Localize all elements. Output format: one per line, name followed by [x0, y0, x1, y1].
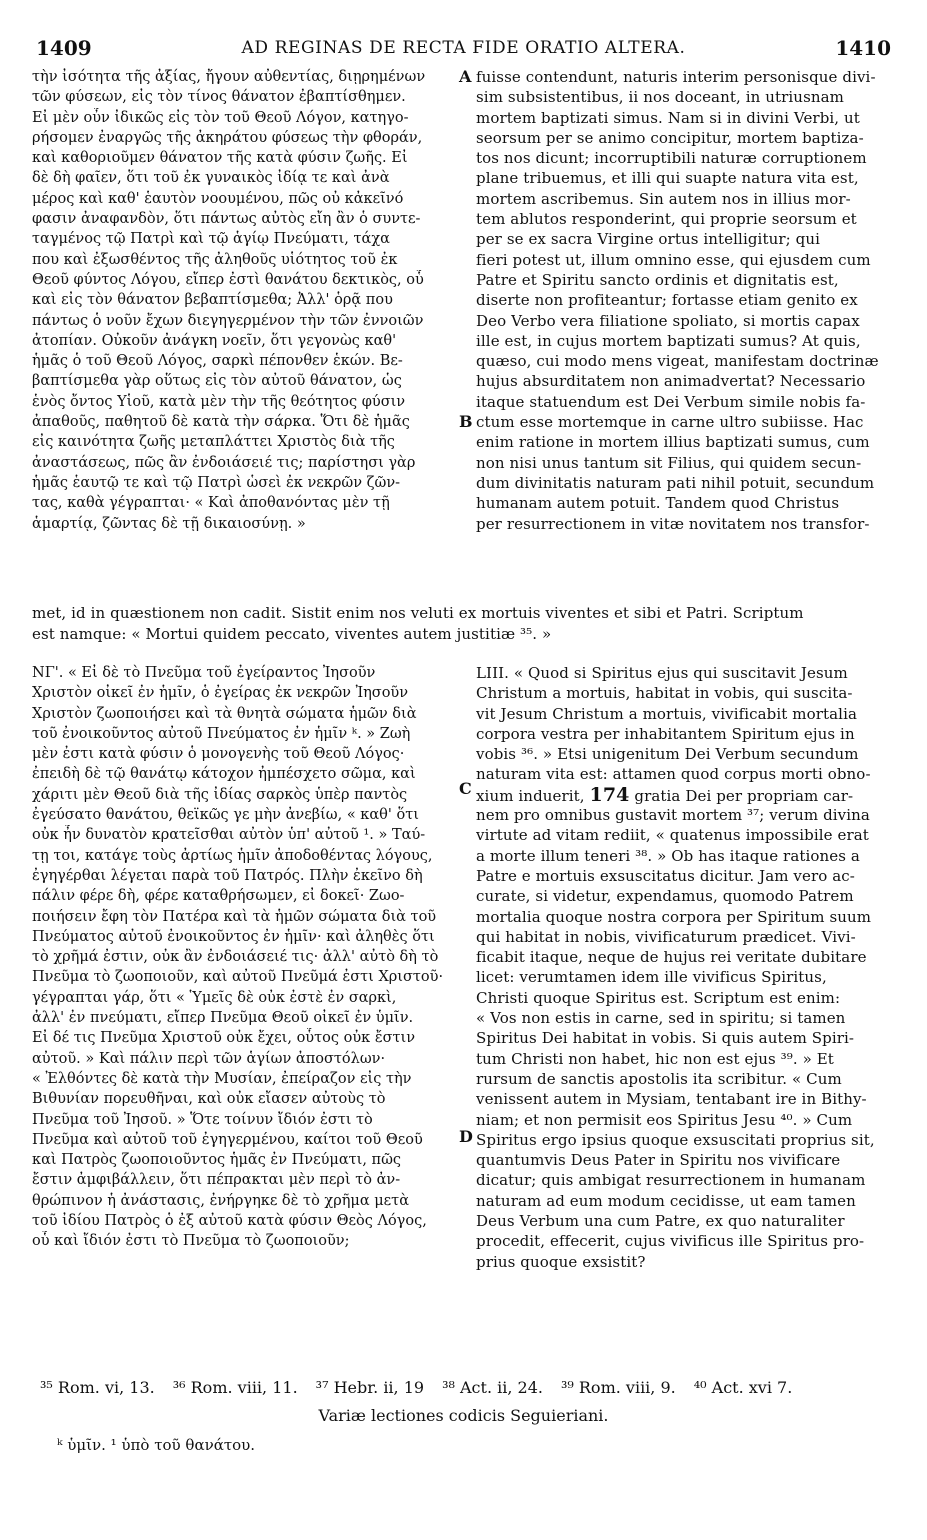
- latin-text-line: dicatur; quis ambigat resurrectionem in humanam: [476, 1171, 866, 1190]
- greek-text-line: ἡμᾶς ἑαυτῷ τε καὶ τῷ Πατρὶ ὡσεὶ ἐκ νεκρῶν ζῶν-: [32, 474, 401, 491]
- latin-text-line: tum Christi non habet, hic non est ejus ³⁹. » Et: [476, 1049, 834, 1068]
- latin-text-line: Patre et Spiritu sancto ordinis et dignitatis est,: [476, 270, 839, 289]
- greek-text-line: γέγραπται γάρ, ὅτι « Ὑμεῖς δὲ οὐκ ἐστὲ ἐν σαρκὶ,: [32, 989, 397, 1006]
- greek-text-line: οὗ καὶ ἴδιόν ἐστι τὸ Πνεῦμα τὸ ζωοποιοῦν;: [32, 1233, 350, 1250]
- latin-text-line: fuisse contendunt, naturis interim personisque divi-: [476, 68, 876, 86]
- margin-letter-c: C: [459, 779, 472, 798]
- greek-text-line: Πνεῦμα τὸ ζωοποιοῦν, καὶ αὐτοῦ Πνεῦμά ἐστι Χριστοῦ·: [32, 969, 444, 986]
- latin-text-line: nem pro omnibus gustavit mortem ³⁷; verum divina: [476, 806, 870, 825]
- latin-text-line: non nisi unus tantum sit Filius, qui quidem secun-: [476, 453, 862, 472]
- latin-text-line: Christum a mortuis, habitat in vobis, qui suscita-: [476, 684, 853, 703]
- latin-text-line: licet: verumtamen idem ille vivificus Spiritus,: [476, 968, 827, 987]
- greek-column-top: [32, 67, 456, 534]
- greek-text-line: εἰς καινότητα ζωῆς μεταπλάττει Χριστὸς διὰ τῆς: [32, 434, 395, 451]
- latin-text-line: tos nos dicunt; incorruptibili naturæ corruptionem: [476, 149, 867, 168]
- latin-text-line: quantumvis Deus Pater in Spiritu nos vivificare: [476, 1151, 841, 1170]
- greek-text-line: δὲ δὴ φαῖεν, ὅτι τοῦ ἐκ γυναικὸς ἰδίᾳ τε καὶ ἀνὰ: [32, 170, 390, 187]
- footnote: ³⁶ Rom. viii, 11.: [172, 1378, 298, 1397]
- footnote: ⁴⁰ Act. xvi 7.: [693, 1378, 793, 1397]
- latin-text-line: venissent autem in Mysiam, tentabant ire in Bithy-: [476, 1090, 867, 1109]
- latin-text-line: Patre e mortuis exsuscitatus dicitur. Jam vero ac-: [476, 866, 855, 885]
- latin-text-line: naturam ad eum modum cecidisse, ut eam tamen: [476, 1191, 856, 1210]
- latin-text-line: per resurrectionem in vitæ novitatem nos transfor-: [476, 514, 870, 533]
- latin-text-line: per se ex sacra Virgine ortus intelligitur; qui: [476, 230, 820, 249]
- greek-text-line: ταγμένος τῷ Πατρὶ καὶ τῷ ἁγίῳ Πνεύματι, τάχα: [32, 231, 390, 248]
- greek-text-line: τας, καθὰ γέγραπται· « Καὶ ἀποθανόντας μὲν τῇ: [32, 495, 390, 512]
- greek-text-line: θρώπινον ἡ ἀνάστασις, ἐνήργηκε δὲ τὸ χρῆμα μετὰ: [32, 1192, 409, 1209]
- latin-text-line: ctum esse mortemque in carne ultro subiisse. Hac: [476, 413, 864, 432]
- greek-text-line: ἑνὸς ὄντος Υἱοῦ, κατὰ μὲν τὴν τῆς θεότητος φύσιν: [32, 393, 406, 410]
- latin-text-line: mortem ascribemus. Sin autem nos in illius mor-: [476, 189, 851, 208]
- greek-text-line: Εἰ μὲν οὖν ἰδικῶς εἰς τὸν τοῦ Θεοῦ Λόγον, κατηγο-: [32, 109, 409, 126]
- greek-column-bottom: [32, 663, 456, 1252]
- latin-text-line: fieri potest ut, illum omnino esse, qui ejusdem cum: [476, 250, 871, 269]
- greek-text-line: ἐγηγέρθαι λέγεται παρὰ τοῦ Πατρός. Πλὴν ἐκεῖνο δὴ: [32, 867, 423, 884]
- greek-text-line: χάριτι μὲν Θεοῦ διὰ τῆς ἰδίας σαρκὸς ὑπὲρ παντὸς: [32, 786, 408, 803]
- greek-text-line: Χριστὸν οἰκεῖ ἐν ἡμῖν, ὁ ἐγείρας ἐκ νεκρῶν Ἰησοῦν: [32, 685, 409, 702]
- footnote: ³⁵ Rom. vi, 13.: [40, 1378, 155, 1397]
- latin-text-line: mortalia quoque nostra corpora per Spiritum suum: [476, 907, 872, 926]
- latin-text-line: tem ablutos responderint, qui proprie seorsum et: [476, 210, 857, 229]
- latin-text-line: Spiritus ergo ipsius quoque exsuscitati proprius sit,: [476, 1130, 875, 1149]
- latin-column-bottom: [476, 663, 896, 1272]
- latin-text-line: enim ratione in mortem illius baptizati sumus, cum: [476, 433, 870, 452]
- greek-text-line: Εἰ δέ τις Πνεῦμα Χριστοῦ οὐκ ἔχει, οὗτος οὐκ ἔστιν: [32, 1030, 416, 1047]
- variae-lectiones-notes: ᵏ ὑμῖν. ¹ ὑπὸ τοῦ θανάτου.: [57, 1436, 256, 1454]
- latin-text-line: Deo Verbo vera filiatione spoliato, si mortis capax: [476, 311, 860, 330]
- latin-text-line: plane tribuemus, et illi qui suapte natura vita est,: [476, 169, 859, 188]
- latin-text-line: seorsum per se animo concipitur, mortem baptiza-: [476, 128, 864, 147]
- latin-text-line: sim subsistentibus, ii nos doceant, in utriusnam: [476, 88, 844, 107]
- margin-letter-a: A: [459, 67, 472, 86]
- greek-text-line: πάλιν φέρε δὴ, φέρε καταθρήσωμεν, εἰ δοκεῖ· Ζωο-: [32, 888, 405, 905]
- greek-text-line: αὐτοῦ. » Καὶ πάλιν περὶ τῶν ἁγίων ἀποστόλων·: [32, 1050, 386, 1067]
- latin-text-line: virtute ad vitam rediit, « quatenus impossibile erat: [476, 826, 869, 845]
- latin-text-line: xium induerit, 174 gratia Dei per propriam car-: [476, 784, 854, 806]
- latin-text-line: quæso, cui modo mens vigeat, manifestam doctrinæ: [476, 352, 879, 371]
- page-number-marker: 174: [589, 784, 630, 806]
- latin-text-line: est namque: « Mortui quidem peccato, viventes autem justitiæ ³⁵. »: [32, 624, 552, 643]
- greek-text-line: που καὶ ἐξωσθέντος τῆς ἀληθοῦς υἱότητος τοῦ ἐκ: [32, 251, 398, 268]
- greek-text-line: βαπτίσμεθα γὰρ οὕτως εἰς τὸν αὐτοῦ θάνατον, ὡς: [32, 373, 402, 390]
- greek-text-line: καὶ Πατρὸς ζωοποιοῦντος ἡμᾶς ἐν Πνεύματι, πῶς: [32, 1152, 402, 1169]
- latin-text-line: corpora vestra per inhabitantem Spiritum ejus in: [476, 724, 855, 743]
- latin-text-line: ficabit itaque, neque de hujus rei veritate dubitare: [476, 948, 867, 967]
- latin-text-line: met, id in quæstionem non cadit. Sistit enim nos veluti ex mortuis viventes et sibi et Patri. Scriptum: [32, 604, 804, 622]
- latin-text-line: LIII. « Quod si Spiritus ejus qui suscitavit Jesum: [476, 664, 848, 682]
- latin-text-line: diserte non profiteantur; fortasse etiam genito ex: [476, 291, 858, 310]
- greek-text-line: μὲν ἐστι κατὰ φύσιν ὁ μονογενὴς τοῦ Θεοῦ Λόγος·: [32, 746, 405, 763]
- greek-text-line: Βιθυνίαν πορευθῆναι, καὶ οὐκ εἴασεν αὐτοὺς τὸ: [32, 1091, 386, 1108]
- greek-text-line: « Ἐλθόντες δὲ κατὰ τὴν Μυσίαν, ἐπείραζον εἰς τὴν: [32, 1070, 412, 1087]
- greek-text-line: ἀπαθοῦς, παθητοῦ δὲ κατὰ τὴν σάρκα. Ὅτι δὲ ἡμᾶς: [32, 414, 410, 431]
- footnote: ³⁷ Hebr. ii, 19: [315, 1378, 425, 1397]
- greek-text-line: τοῦ ἰδίου Πατρὸς ὁ ἐξ αὐτοῦ κατὰ φύσιν Θεὸς Λόγος,: [32, 1213, 427, 1230]
- greek-text-line: Πνεύματος αὐτοῦ ἐνοικοῦντος ἐν ἡμῖν· καὶ ἀληθὲς ὅτι: [32, 928, 435, 945]
- page-number-right: 1410: [835, 36, 891, 60]
- footnote: ³⁸ Act. ii, 24.: [442, 1378, 543, 1397]
- latin-text-line: a morte illum teneri ³⁸. » Ob has itaque rationes a: [476, 846, 860, 865]
- latin-text-line: naturam vita est: attamen quod corpus morti obno-: [476, 765, 871, 784]
- greek-text-line: πάντως ὁ νοῦν ἔχων διεγηγερμένον τὴν τῶν ἐννοιῶν: [32, 312, 424, 329]
- greek-text-line: καὶ εἰς τὸν θάνατον βεβαπτίσμεθα; Ἀλλ' ὁρᾷ που: [32, 292, 393, 309]
- greek-text-line: ἐπειδὴ δὲ τῷ θανάτῳ κάτοχον ἠμπέσχετο σῶμα, καὶ: [32, 766, 416, 783]
- latin-text-line: curate, si videtur, expendamus, quomodo Patrem: [476, 887, 854, 906]
- latin-text-line: Christi quoque Spiritus est. Scriptum est enim:: [476, 988, 841, 1007]
- page-number-left: 1409: [36, 36, 92, 60]
- greek-text-line: Πνεῦμα καὶ αὐτοῦ τοῦ ἐγηγερμένου, καίτοι τοῦ Θεοῦ: [32, 1131, 423, 1148]
- latin-text-line: vobis ³⁶. » Etsi unigenitum Dei Verbum secundum: [476, 745, 859, 764]
- latin-text-line: ille est, in cujus mortem baptizati sumus? At quis,: [476, 331, 861, 350]
- running-title: AD REGINAS DE RECTA FIDE ORATIO ALTERA.: [241, 38, 686, 58]
- latin-text-line: vit Jesum Christum a mortuis, vivificabit mortalia: [476, 704, 858, 723]
- greek-text-line: τὴν ἰσότητα τῆς ἀξίας, ἤγουν αὐθεντίας, διῃρημένων: [32, 69, 426, 85]
- greek-text-line: ἔστιν ἀμφιβάλλειν, ὅτι πέπρακται μὲν περὶ τὸ ἀν-: [32, 1172, 401, 1189]
- greek-text-line: ἀτοπίαν. Οὐκοῦν ἀνάγκη νοεῖν, ὅτι γεγονὼς καθ': [32, 332, 397, 349]
- latin-text-line: Deus Verbum una cum Patre, ex quo naturaliter: [476, 1212, 845, 1231]
- greek-text-line: τῃ τοι, κατάγε τοὺς ἀρτίως ἡμῖν ἀποδοθέντας λόγους,: [32, 847, 433, 864]
- latin-text-line: Spiritus Dei habitat in vobis. Si quis autem Spiri-: [476, 1029, 855, 1048]
- greek-text-line: τοῦ ἐνοικοῦντος αὐτοῦ Πνεύματος ἐν ἡμῖν ᵏ. » Ζωὴ: [32, 725, 411, 742]
- greek-text-line: τῶν φύσεων, εἰς τὸν τίνος θάνατον ἐβαπτίσθημεν.: [32, 89, 406, 106]
- variae-lectiones-heading: Variæ lectiones codicis Seguieriani.: [318, 1406, 609, 1425]
- greek-text-line: Θεοῦ φύντος Λόγου, εἴπερ ἐστὶ θανάτου δεκτικὸς, οὗ: [32, 271, 424, 288]
- greek-text-line: οὐκ ἦν δυνατὸν κρατεῖσθαι αὐτὸν ὑπ' αὐτοῦ ¹. » Ταύ-: [32, 827, 426, 844]
- latin-text-line: mortem baptizati simus. Nam si in divini Verbi, ut: [476, 108, 860, 127]
- greek-text-line: καὶ καθοριοῦμεν θάνατον τῆς κατὰ φύσιν ζωῆς. Εἰ: [32, 150, 408, 167]
- latin-text-line: qui habitat in nobis, vivificaturum prædicet. Vivi-: [476, 927, 856, 946]
- greek-text-line: ἀναστάσεως, πῶς ἂν ἐνδοιάσειέ τις; παρίστησι γὰρ: [32, 454, 416, 471]
- greek-text-line: ποιήσειν ἔφη τὸν Πατέρα καὶ τὰ ἡμῶν σώματα διὰ τοῦ: [32, 908, 437, 925]
- latin-text-line: « Vos non estis in carne, sed in spiritu; si tamen: [476, 1009, 846, 1028]
- greek-text-line: ΝΓ'. « Εἰ δὲ τὸ Πνεῦμα τοῦ ἐγείραντος Ἰησοῦν: [32, 665, 376, 681]
- latin-full-width: [32, 603, 896, 644]
- greek-text-line: τὸ χρῆμά ἐστιν, οὐκ ἂν ἐνδοιάσειέ τις· ἀλλ' αὐτὸ δὴ τὸ: [32, 949, 439, 966]
- latin-column-top: [476, 67, 896, 534]
- latin-text-line: dum divinitatis naturam pati nihil potuit, secundum: [476, 473, 875, 492]
- greek-text-line: Χριστὸν ζωοποιήσει καὶ τὰ θνητὰ σώματα ἡμῶν διὰ: [32, 705, 417, 722]
- greek-text-line: ἐγεύσατο θανάτου, θεϊκῶς γε μὴν ἀνεβίω, « καθ' ὅτι: [32, 807, 419, 824]
- margin-letter-d: D: [459, 1127, 473, 1146]
- greek-text-line: μέρος καὶ καθ' ἑαυτὸν νοουμένου, πῶς οὐ κἀκεῖνό: [32, 190, 404, 207]
- greek-text-line: ρήσομεν ἐναργῶς τῆς ἀκηράτου φύσεως τὴν φθοράν,: [32, 129, 423, 146]
- latin-text-line: hujus absurditatem non animadvertat? Necessario: [476, 372, 866, 391]
- latin-text-line: prius quoque exsistit?: [476, 1252, 646, 1271]
- margin-letter-b: B: [459, 412, 473, 431]
- greek-text-line: φασιν ἀναφανδὸν, ὅτι πάντως αὐτὸς εἴη ἂν ὁ συντε-: [32, 211, 421, 228]
- latin-text-line: itaque statuendum est Dei Verbum simile nobis fa-: [476, 392, 866, 411]
- greek-text-line: ἁμαρτίᾳ, ζῶντας δὲ τῇ δικαιοσύνῃ. »: [32, 515, 306, 532]
- footnote: ³⁹ Rom. viii, 9.: [560, 1378, 676, 1397]
- latin-text-line: niam; et non permisit eos Spiritus Jesu ⁴⁰. » Cum: [476, 1110, 853, 1129]
- greek-text-line: Πνεῦμα τοῦ Ἰησοῦ. » Ὅτε τοίνυν ἴδιόν ἐστι τὸ: [32, 1111, 373, 1128]
- latin-text-line: rursum de sanctis apostolis ita scribitur. « Cum: [476, 1069, 842, 1088]
- running-header: [32, 36, 895, 66]
- greek-text-line: ἀλλ' ἐν πνεύματι, εἴπερ Πνεῦμα Θεοῦ οἰκεῖ ἐν ὑμῖν.: [32, 1010, 414, 1027]
- latin-text-line: procedit, effecerit, cujus vivificus ille Spiritus pro-: [476, 1232, 865, 1251]
- greek-text-line: ἡμᾶς ὁ τοῦ Θεοῦ Λόγος, σαρκὶ πέπονθεν ἑκών. Βε-: [32, 353, 403, 370]
- scripture-footnotes: [40, 1378, 890, 1397]
- latin-text-line: humanam autem potuit. Tandem quod Christus: [476, 494, 840, 513]
